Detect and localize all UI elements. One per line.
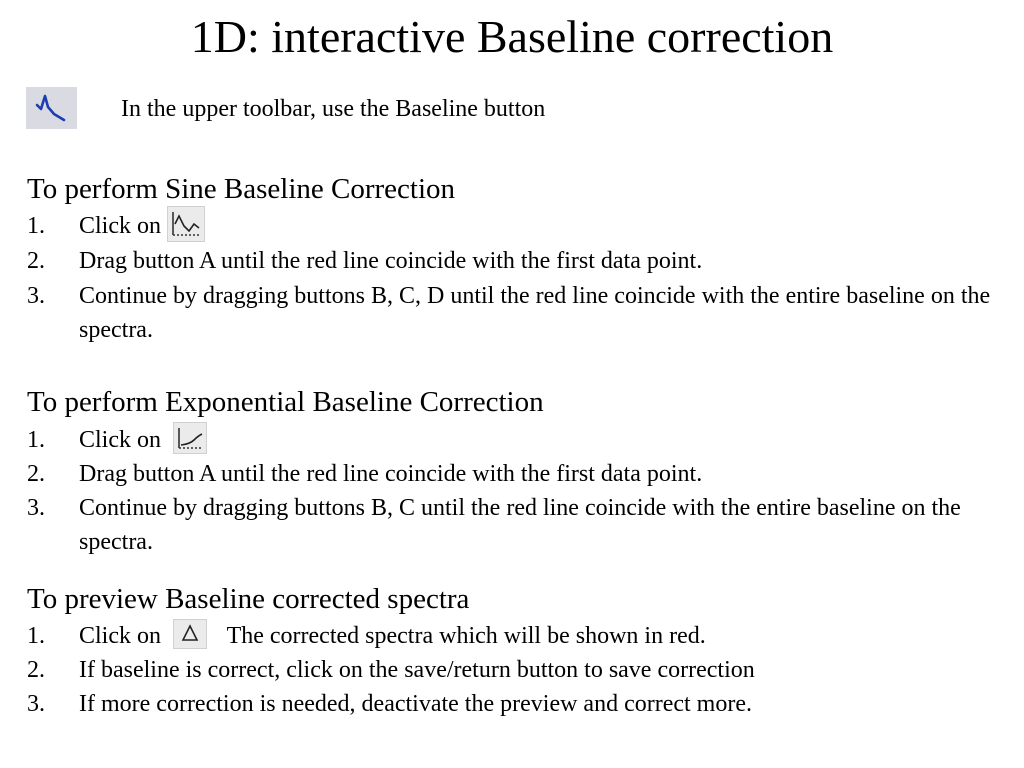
step-label: Click on	[79, 623, 161, 649]
slide-title: 1D: interactive Baseline correction	[190, 11, 834, 62]
step-text: Drag button A until the red line coincide with the first data point.	[79, 248, 703, 274]
step-number: 3.	[27, 691, 45, 717]
step-number: 1.	[27, 427, 45, 453]
step-text: Drag button A until the red line coincide with the first data point.	[79, 461, 703, 487]
sine-baseline-icon[interactable]	[167, 206, 205, 242]
step-after-text: The corrected spectra which will be shown in red.	[226, 623, 706, 649]
step-text	[79, 619, 1009, 653]
baseline-toolbar-icon[interactable]	[26, 87, 77, 129]
preview-icon[interactable]	[173, 619, 207, 649]
step-number: 3.	[27, 283, 45, 309]
step-label: Click on	[79, 427, 161, 453]
intro-instruction: In the upper toolbar, use the Baseline button	[121, 96, 546, 122]
step-text: If more correction is needed, deactivate the preview and correct more.	[79, 691, 752, 717]
step-label: Click on	[79, 213, 161, 239]
step-number: 2.	[27, 248, 45, 274]
step-number: 2.	[27, 657, 45, 683]
section-heading-preview: To preview Baseline corrected spectra	[27, 583, 470, 615]
step-number: 1.	[27, 213, 45, 239]
section-heading-exponential: To perform Exponential Baseline Correction	[27, 386, 544, 418]
step-text	[79, 423, 1009, 457]
section-heading-sine: To perform Sine Baseline Correction	[27, 173, 456, 205]
step-number: 3.	[27, 495, 45, 521]
step-text: Continue by dragging buttons B, C, D until the red line coincide with the entire baseline on the spectra.	[79, 283, 991, 343]
exponential-baseline-icon[interactable]	[173, 422, 207, 454]
step-text	[79, 209, 1009, 245]
step-number: 1.	[27, 623, 45, 649]
step-number: 2.	[27, 461, 45, 487]
step-text: If baseline is correct, click on the save/return button to save correction	[79, 657, 755, 683]
step-text: Continue by dragging buttons B, C until the red line coincide with the entire baseline on the spectra.	[79, 495, 961, 555]
